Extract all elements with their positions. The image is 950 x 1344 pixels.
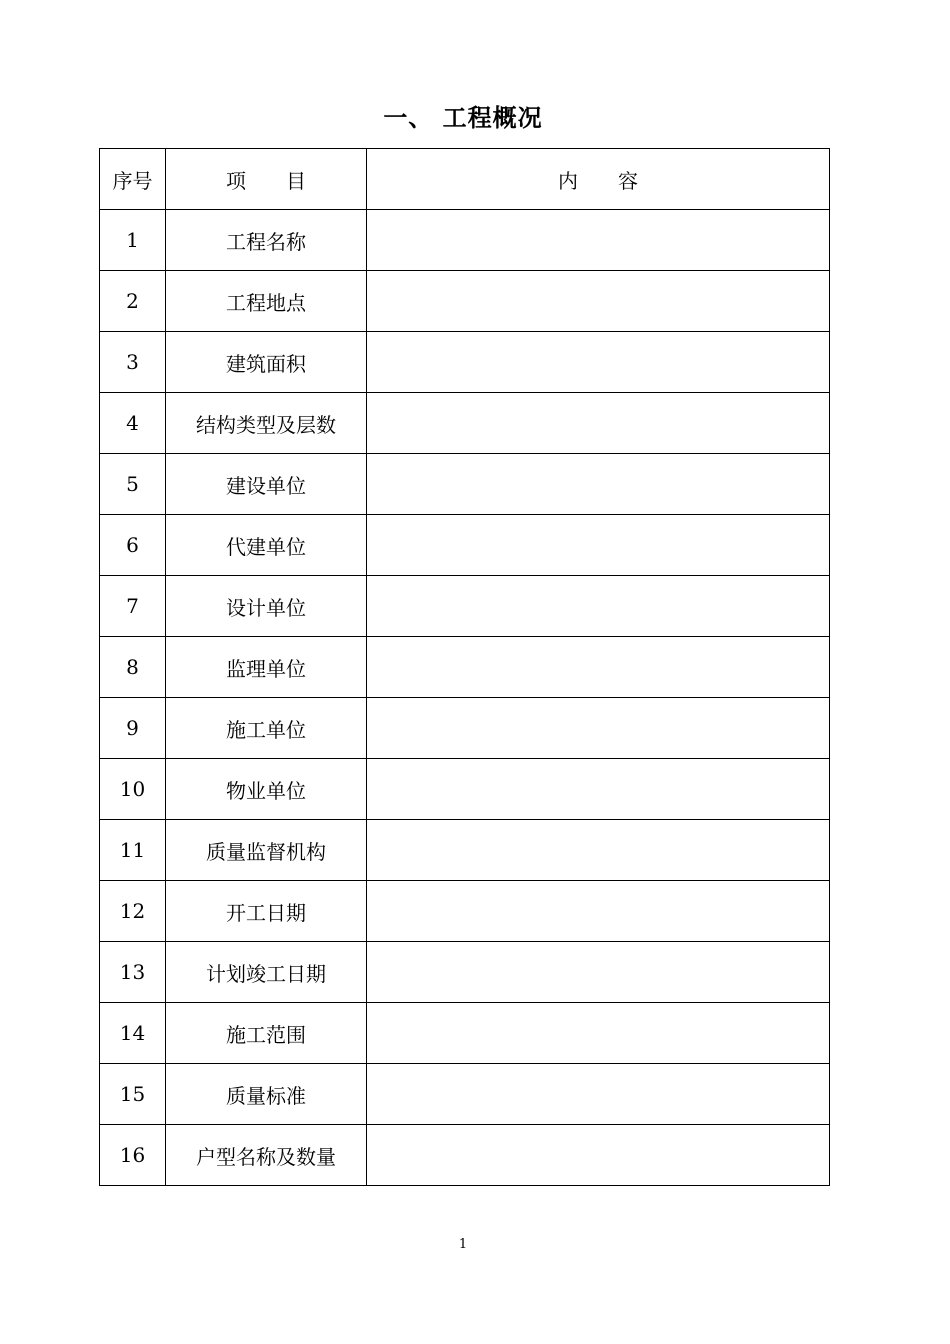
row-item: 开工日期 (166, 881, 367, 942)
row-number: 3 (100, 332, 166, 393)
table-row (100, 515, 830, 576)
row-item: 质量监督机构 (166, 820, 367, 881)
row-content[interactable] (367, 393, 830, 454)
row-content[interactable] (367, 820, 830, 881)
table-header-row (100, 149, 830, 210)
table-row (100, 698, 830, 759)
row-item: 结构类型及层数 (166, 393, 367, 454)
header-item: 项 目 (166, 149, 367, 210)
row-content[interactable] (367, 1125, 830, 1186)
row-content[interactable] (367, 332, 830, 393)
table-row (100, 210, 830, 271)
row-item: 工程名称 (166, 210, 367, 271)
row-number: 12 (100, 881, 166, 942)
header-serial-number: 序号 (100, 149, 166, 210)
row-number: 8 (100, 637, 166, 698)
table-row (100, 271, 830, 332)
table-row (100, 942, 830, 1003)
table-row (100, 1003, 830, 1064)
row-content[interactable] (367, 1003, 830, 1064)
row-content[interactable] (367, 576, 830, 637)
row-number: 13 (100, 942, 166, 1003)
table-row (100, 1125, 830, 1186)
row-number: 1 (100, 210, 166, 271)
row-item: 计划竣工日期 (166, 942, 367, 1003)
table-row (100, 576, 830, 637)
page-title: 一、 工程概况 (383, 104, 543, 132)
table-row (100, 881, 830, 942)
table-row (100, 454, 830, 515)
row-item: 施工单位 (166, 698, 367, 759)
row-content[interactable] (367, 515, 830, 576)
row-item: 质量标准 (166, 1064, 367, 1125)
row-item: 监理单位 (166, 637, 367, 698)
row-item: 代建单位 (166, 515, 367, 576)
row-item: 户型名称及数量 (166, 1125, 367, 1186)
row-content[interactable] (367, 942, 830, 1003)
row-number: 2 (100, 271, 166, 332)
row-item: 工程地点 (166, 271, 367, 332)
row-content[interactable] (367, 1064, 830, 1125)
row-content[interactable] (367, 759, 830, 820)
row-item: 设计单位 (166, 576, 367, 637)
project-overview-table (99, 148, 830, 1186)
table-row (100, 1064, 830, 1125)
row-number: 10 (100, 759, 166, 820)
row-number: 15 (100, 1064, 166, 1125)
page-number: 1 (458, 1237, 468, 1252)
row-number: 9 (100, 698, 166, 759)
table-row (100, 332, 830, 393)
row-item: 建设单位 (166, 454, 367, 515)
table-row (100, 759, 830, 820)
table-row (100, 393, 830, 454)
row-content[interactable] (367, 271, 830, 332)
row-number: 16 (100, 1125, 166, 1186)
header-content: 内 容 (367, 149, 830, 210)
row-content[interactable] (367, 210, 830, 271)
table-row (100, 820, 830, 881)
row-content[interactable] (367, 698, 830, 759)
row-item: 物业单位 (166, 759, 367, 820)
row-number: 7 (100, 576, 166, 637)
row-number: 5 (100, 454, 166, 515)
row-content[interactable] (367, 881, 830, 942)
row-item: 建筑面积 (166, 332, 367, 393)
row-number: 14 (100, 1003, 166, 1064)
row-item: 施工范围 (166, 1003, 367, 1064)
row-number: 11 (100, 820, 166, 881)
row-content[interactable] (367, 454, 830, 515)
row-content[interactable] (367, 637, 830, 698)
row-number: 6 (100, 515, 166, 576)
table-row (100, 637, 830, 698)
row-number: 4 (100, 393, 166, 454)
